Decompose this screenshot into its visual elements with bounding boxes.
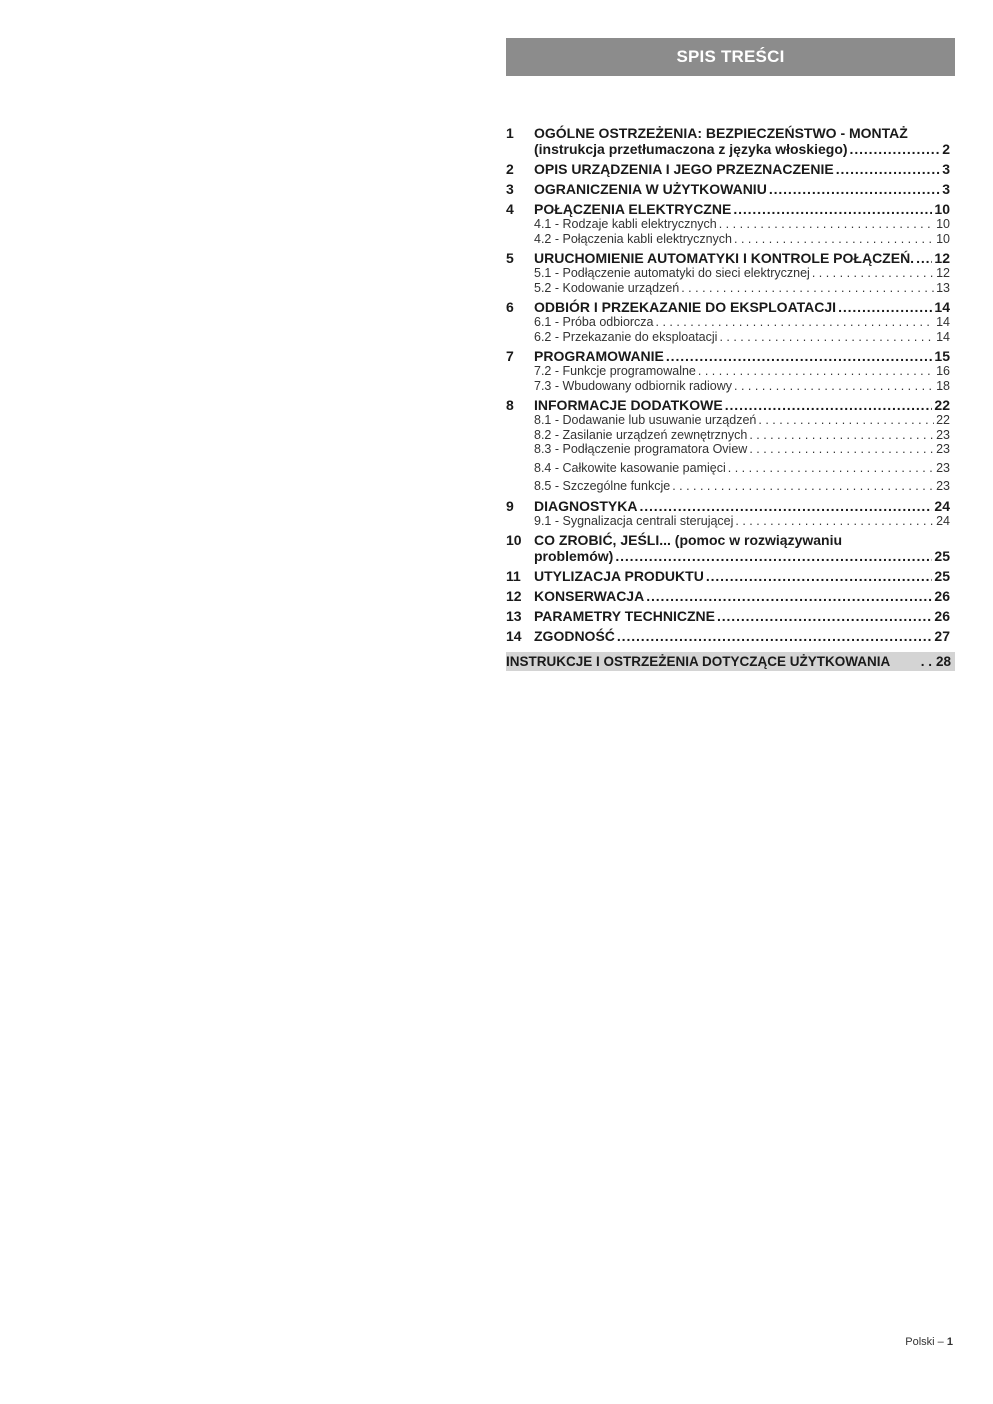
toc-leader <box>646 588 932 604</box>
toc-leader: . . <box>920 654 932 669</box>
toc-entry-title: PARAMETRY TECHNICZNE <box>534 608 715 624</box>
page-title: SPIS TREŚCI <box>506 38 955 76</box>
toc-section-number: 12 <box>506 588 522 604</box>
toc-section <box>506 161 950 177</box>
toc-page-number: 14 <box>936 315 950 329</box>
toc-entry[interactable] <box>534 628 950 644</box>
toc-page-number: 3 <box>942 181 950 197</box>
toc-leader <box>734 379 934 394</box>
toc-entry-title: OPIS URZĄDZENIA I JEGO PRZEZNACZENIE <box>534 161 834 177</box>
toc-page-number: 23 <box>936 442 950 456</box>
toc-subentry-title: 7.3 - Wbudowany odbiornik radiowy <box>534 378 733 393</box>
toc-page-number: 25 <box>934 548 950 564</box>
toc-subentry[interactable] <box>534 514 950 529</box>
toc-entry-title: OGRANICZENIA W UŻYTKOWANIU <box>534 181 767 197</box>
toc-leader <box>850 141 941 157</box>
toc-subentry-title: 4.1 - Rodzaje kabli elektrycznych <box>534 217 717 231</box>
toc-entry[interactable] <box>534 141 950 157</box>
toc-leader <box>725 397 933 413</box>
toc-section-number: 2 <box>506 161 514 177</box>
toc-leader <box>617 628 933 644</box>
toc-page-number: 14 <box>936 329 950 344</box>
toc-subentry-title: 6.1 - Próba odbiorcza <box>534 315 654 329</box>
toc-subentry[interactable] <box>534 479 950 494</box>
toc-section <box>506 588 950 604</box>
footer-page-number: 1 <box>946 1336 953 1348</box>
footer-language: Polski – <box>905 1336 944 1348</box>
toc-entry-title: POŁĄCZENIA ELEKTRYCZNE <box>534 201 732 217</box>
toc-page-number: 10 <box>934 201 950 217</box>
toc-page-number: 14 <box>934 299 950 315</box>
toc-subentry-title: 9.1 - Sygnalizacja centrali sterującej <box>534 513 734 528</box>
toc-leader <box>758 413 934 428</box>
toc-section-number: 8 <box>506 397 514 413</box>
toc-subentry-title: 8.2 - Zasilanie urządzeń zewnętrznych <box>534 427 748 442</box>
toc-entry[interactable] <box>534 608 950 624</box>
toc-entry-title: DIAGNOSTYKA <box>534 497 638 514</box>
toc-leader <box>672 479 934 494</box>
toc-leader <box>916 250 932 266</box>
toc-page-number: 25 <box>934 568 950 584</box>
toc-page-number: 23 <box>936 479 950 493</box>
toc-page-number: 24 <box>936 513 950 528</box>
toc-entry[interactable] <box>534 161 950 177</box>
toc-section <box>506 498 950 529</box>
toc-page-number: 13 <box>936 280 950 295</box>
toc-section <box>506 348 950 393</box>
toc-entry[interactable] <box>534 348 950 364</box>
toc-section <box>506 608 950 624</box>
toc-section <box>506 250 950 295</box>
toc-section <box>506 125 950 157</box>
toc-section <box>506 568 950 584</box>
toc-entry-title: (instrukcja przetłumaczona z języka włoskiego) <box>534 141 848 157</box>
toc-section-number: 14 <box>506 628 522 644</box>
toc-subentry-title: 5.2 - Kodowanie urządzeń <box>534 280 680 295</box>
toc-page-number: 28 <box>935 654 951 669</box>
toc-page-number: 10 <box>936 231 950 246</box>
page-footer <box>905 1336 953 1348</box>
toc-page-number: 26 <box>934 608 950 624</box>
toc-leader <box>734 232 934 247</box>
toc-section-number: 11 <box>506 568 521 584</box>
toc-leader <box>728 461 934 476</box>
toc-entry[interactable] <box>534 498 950 514</box>
toc-page-number: 16 <box>936 364 950 378</box>
toc-leader <box>836 161 940 177</box>
toc-leader <box>749 442 934 457</box>
toc-subentry-title: 8.5 - Szczególne funkcje <box>534 479 671 493</box>
toc-subentry[interactable] <box>534 364 950 379</box>
toc-leader <box>698 364 934 379</box>
toc-leader <box>681 281 934 296</box>
toc-subentry[interactable] <box>534 266 950 281</box>
toc-entry-title: UTYLIZACJA PRODUKTU <box>534 568 704 584</box>
toc-section-number: 10 <box>506 532 522 548</box>
toc-leader <box>812 266 934 281</box>
toc-section <box>506 299 950 344</box>
toc-page-number: 23 <box>936 460 950 475</box>
toc-subentry-title: 7.2 - Funkcje programowalne <box>534 364 696 378</box>
toc-section <box>506 397 950 494</box>
toc-leader <box>666 348 933 364</box>
toc-section-number: 13 <box>506 608 522 624</box>
toc-entry[interactable] <box>534 588 950 604</box>
toc-section-number: 3 <box>506 181 514 197</box>
toc-entry-title: ZGODNOŚĆ <box>534 628 615 644</box>
toc-entry[interactable] <box>534 250 950 266</box>
toc-entry[interactable] <box>534 125 950 141</box>
toc-subentry[interactable] <box>534 330 950 345</box>
toc-subentry-title: 5.1 - Podłączenie automatyki do sieci elektrycznej <box>534 266 810 280</box>
table-of-contents <box>506 125 950 648</box>
toc-subentry[interactable] <box>534 461 950 476</box>
toc-section <box>506 201 950 246</box>
toc-section-number: 7 <box>506 348 514 364</box>
toc-subentry[interactable] <box>534 413 950 428</box>
toc-section-number: 6 <box>506 299 514 315</box>
toc-leader <box>656 315 935 330</box>
toc-subentry[interactable] <box>534 379 950 394</box>
toc-section <box>506 628 950 644</box>
toc-page-number: 10 <box>936 217 950 231</box>
toc-page-number: 22 <box>936 413 950 427</box>
toc-page-number: 23 <box>936 427 950 442</box>
toc-entry[interactable] <box>534 548 950 564</box>
toc-entry-title: KONSERWACJA <box>534 588 645 604</box>
toc-section <box>506 532 950 564</box>
toc-instructions-title: INSTRUKCJE I OSTRZEŻENIA DOTYCZĄCE UŻYTKOWANIA <box>506 654 891 669</box>
toc-leader <box>717 608 932 624</box>
toc-entry-title: ODBIÓR I PRZEKAZANIE DO EKSPLOATACJI <box>534 299 837 315</box>
toc-entry-title: OGÓLNE OSTRZEŻENIA: BEZPIECZEŃSTWO - MONTAŻ <box>534 125 908 141</box>
toc-leader <box>735 514 934 529</box>
toc-entry[interactable] <box>534 532 950 548</box>
toc-subentry-title: 8.1 - Dodawanie lub usuwanie urządzeń <box>534 413 757 427</box>
toc-page-number: 24 <box>934 497 950 514</box>
toc-entry-title: URUCHOMIENIE AUTOMATYKI I KONTROLE POŁĄCZEŃ. <box>534 250 915 266</box>
toc-entry[interactable] <box>534 299 950 315</box>
toc-entry-title: PROGRAMOWANIE <box>534 348 664 364</box>
toc-leader <box>769 181 940 197</box>
toc-leader <box>719 217 934 232</box>
toc-entry-title: problemów) <box>534 548 614 564</box>
toc-entry-title: INFORMACJE DODATKOWE <box>534 397 723 413</box>
toc-page-number: 18 <box>936 378 950 393</box>
toc-page-number: 12 <box>934 250 950 266</box>
toc-leader <box>749 428 934 443</box>
toc-entry[interactable] <box>534 397 950 413</box>
toc-subentry[interactable] <box>534 442 950 457</box>
toc-leader <box>733 201 932 217</box>
toc-page-number: 22 <box>934 397 950 413</box>
toc-leader <box>719 330 934 345</box>
toc-subentry[interactable] <box>534 281 950 296</box>
toc-page-number: 2 <box>942 141 950 157</box>
toc-subentry[interactable] <box>534 428 950 443</box>
toc-subentry-title: 8.3 - Podłączenie programatora Oview <box>534 442 748 456</box>
toc-leader <box>838 299 932 315</box>
toc-page-number: 26 <box>934 588 950 604</box>
toc-leader <box>615 548 932 564</box>
toc-subentry-title: 8.4 - Całkowite kasowanie pamięci <box>534 460 726 475</box>
toc-subentry[interactable] <box>534 315 950 330</box>
toc-section <box>506 181 950 197</box>
toc-leader <box>706 568 933 584</box>
toc-subentry[interactable] <box>534 217 950 232</box>
toc-page-number: 12 <box>936 266 950 280</box>
toc-page-number: 3 <box>942 161 950 177</box>
toc-entry[interactable] <box>534 181 950 197</box>
toc-entry-title: CO ZROBIĆ, JEŚLI... (pomoc w rozwiązywaniu <box>534 532 843 548</box>
toc-section-number: 5 <box>506 250 514 266</box>
toc-subentry-title: 4.2 - Połączenia kabli elektrycznych <box>534 231 733 246</box>
toc-leader <box>639 498 932 514</box>
toc-entry[interactable] <box>534 201 950 217</box>
toc-page-number: 27 <box>934 628 950 644</box>
toc-section-number: 1 <box>506 125 514 141</box>
toc-section-number: 4 <box>506 201 514 217</box>
toc-section-number: 9 <box>506 497 514 514</box>
toc-page-number: 15 <box>934 348 950 364</box>
toc-subentry[interactable] <box>534 232 950 247</box>
toc-entry[interactable] <box>534 568 950 584</box>
toc-instructions-entry[interactable] <box>506 652 955 671</box>
toc-subentry-title: 6.2 - Przekazanie do eksploatacji <box>534 329 718 344</box>
